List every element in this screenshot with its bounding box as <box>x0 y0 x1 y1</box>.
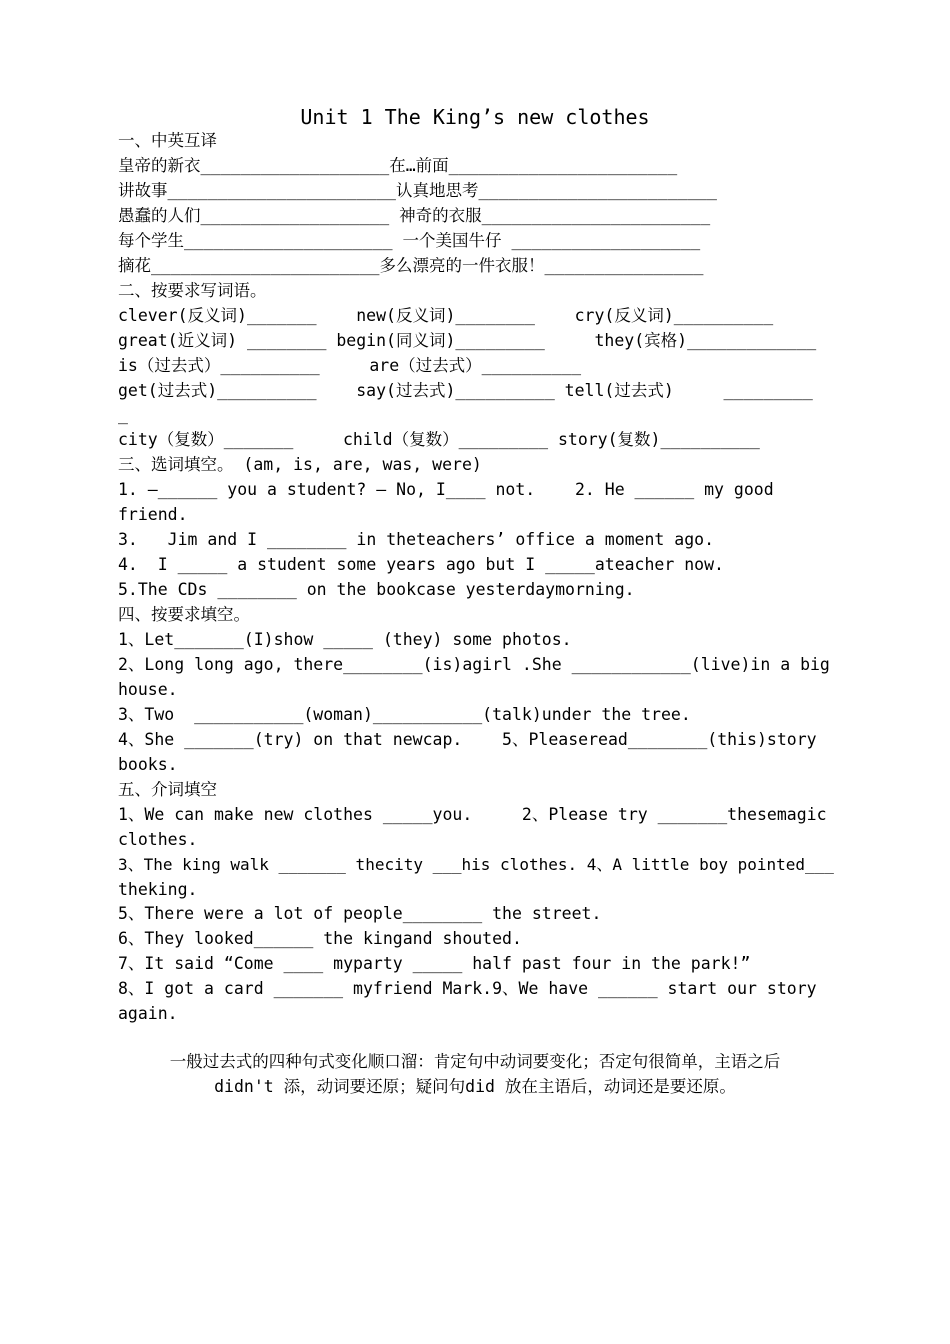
worksheet-line: 愚蠢的人们___________________ 神奇的衣服_______________________ <box>118 205 711 225</box>
worksheet-line: 7、It said “Come ____ myparty _____ half past four in the park!” <box>118 954 751 974</box>
footer-line-2: didn't 添，动词要还原；疑问句did 放在主语后，动词还是要还原。 <box>214 1077 736 1096</box>
worksheet-line: 四、按要求填空。 <box>118 605 250 625</box>
worksheet-line: theking. <box>118 879 198 899</box>
worksheet-line: 2、Long long ago, there________(is)agirl .She ____________(live)in a big <box>118 654 830 674</box>
worksheet-line: is（过去式）__________ are（过去式）__________ <box>118 355 582 375</box>
worksheet-line: clever(反义词)_______ new(反义词)________ cry(反义词)__________ <box>118 305 774 325</box>
worksheet-line: again. <box>118 1004 178 1024</box>
worksheet-line: 4、She _______(try) on that newcap. 5、Pleaseread________(this)story <box>118 729 817 749</box>
worksheet-line: 三、选词填空。 (am, is, are, was, were) <box>118 455 482 475</box>
worksheet-line: 1. —______ you a student? — No, I____ not. 2. He ______ my good <box>118 480 774 500</box>
worksheet-line: 3、Two ___________(woman)___________(talk)under the tree. <box>118 704 691 724</box>
worksheet-line: 5、There were a lot of people________ the street. <box>118 904 602 924</box>
worksheet-line: house. <box>118 679 178 699</box>
worksheet-line: 1、We can make new clothes _____you. 2、Please try _______thesemagic <box>118 804 827 824</box>
worksheet-line: _ <box>118 405 128 425</box>
worksheet-line: 3. Jim and I ________ in theteachers’ office a moment ago. <box>118 530 715 550</box>
worksheet-line: 3、The king walk _______ thecity ___his clothes. 4、A little boy pointed___ <box>118 854 834 874</box>
worksheet-line: 1、Let_______(I)show _____ (they) some photos. <box>118 630 572 649</box>
worksheet-line: friend. <box>118 505 188 525</box>
worksheet-line: 8、I got a card _______ myfriend Mark.9、We have ______ start our story <box>118 979 817 999</box>
footer-line-1: 一般过去式的四种句式变化顺口溜：肯定句中动词要变化；否定句很简单，主语之后 <box>169 1052 781 1071</box>
worksheet-line: clothes. <box>118 829 198 849</box>
worksheet-line: 二、按要求写词语。 <box>118 280 267 300</box>
worksheet-line: 五、介词填空 <box>118 779 217 799</box>
worksheet-line: 6、They looked______ the kingand shouted. <box>118 929 522 949</box>
worksheet-line: 皇帝的新衣___________________在…前面_______________________ <box>118 155 678 175</box>
worksheet-line: great(近义词) ________ begin(同义词)_________ they(宾格)_____________ <box>118 330 817 350</box>
worksheet-line: 4. I _____ a student some years ago but I _____ateacher now. <box>118 555 724 575</box>
worksheet-line: books. <box>118 754 178 774</box>
worksheet-line: 摘花_______________________多么漂亮的一件衣服！________________ <box>118 255 704 275</box>
worksheet-line: 5.The CDs ________ on the bookcase yesterdaymorning. <box>118 580 635 600</box>
worksheet-line: 每个学生_____________________ 一个美国牛仔 ___________________ <box>118 230 701 250</box>
worksheet-line: get(过去式)__________ say(过去式)__________ tell(过去式) _________ <box>118 380 813 400</box>
page-title: Unit 1 The King’s new clothes <box>300 105 650 129</box>
worksheet-line: city（复数）_______ child（复数）_________ story(复数)__________ <box>118 430 760 450</box>
worksheet-line: 一、中英互译 <box>118 131 217 150</box>
worksheet-line: 讲故事_______________________认真地思考________________________ <box>118 180 717 200</box>
